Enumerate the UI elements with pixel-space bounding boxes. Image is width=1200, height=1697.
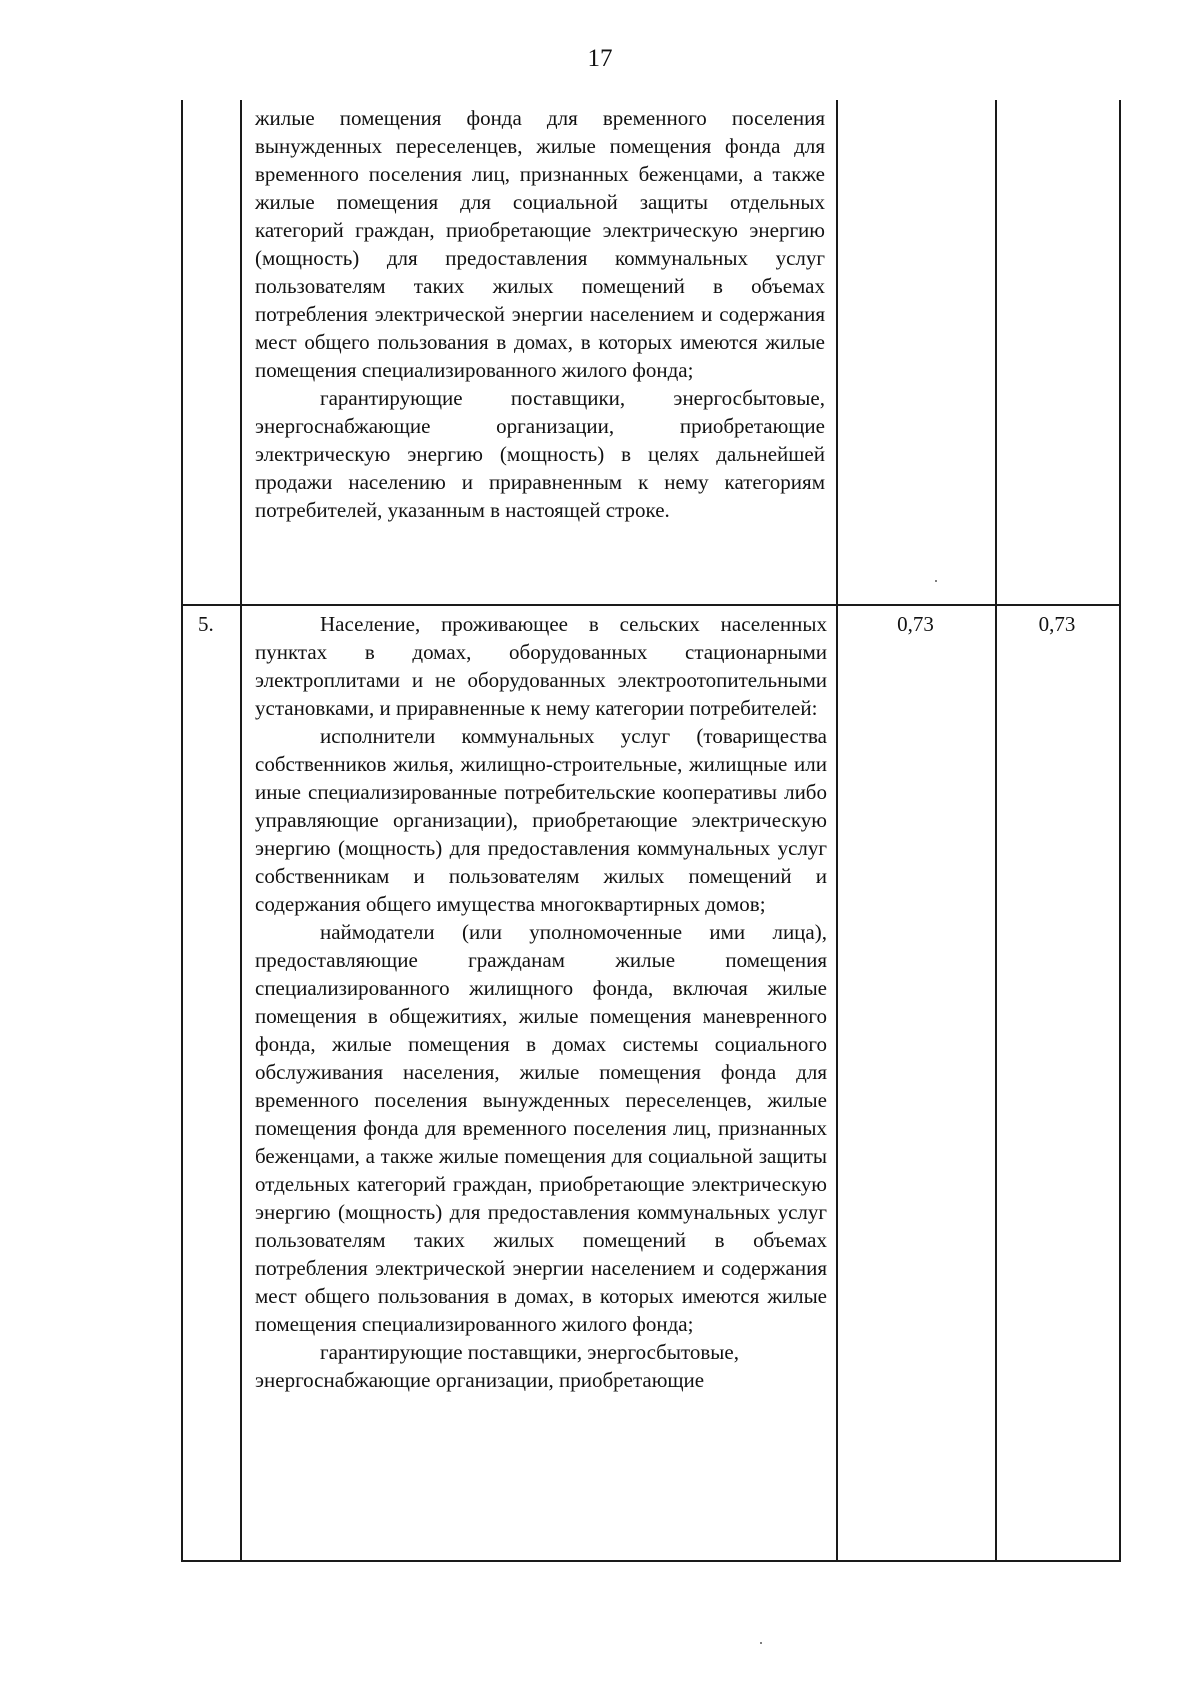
row-5-value-2: 0,73	[1038, 612, 1076, 636]
paragraph: Население, проживающее в сельских населенных пунктах в домах, оборудованных стационарными электроплитами и не оборудованных электроотопительными установками, и приравненные к нему категории потребителей:	[255, 612, 827, 720]
row-5-description	[255, 610, 827, 1394]
table-border-bottom	[181, 1560, 1121, 1562]
row-5-value-1: 0,73	[897, 612, 934, 636]
paragraph: наймодатели (или уполномоченные ими лица), предоставляющие гражданам жилые помещения специализированного жилищного фонда, включая жилые помещения в общежитиях, жилые помещения маневренного фонда, жилые помещения в домах системы социального обслуживания населения, жилые помещения фонда для временного поселения вынужденных переселенцев, жилые помещения фонда для временного поселения лиц, признанных беженцами, а также жилые помещения для социальной защиты отдельных категорий граждан, приобретающие электрическую энергию (мощность) для предоставления коммунальных услуг пользователям таких жилых помещений в объемах потребления электрической энергии населением и содержания мест общего пользования в домах, в которых имеются жилые помещения специализированного жилого фонда;	[255, 920, 827, 1336]
paragraph: исполнители коммунальных услуг (товарищества собственников жилья, жилищно-строительные, жилищные или иные специализированные потребительские кооперативы либо управляющие организации), приобретающие электрическую энергию (мощность) для предоставления коммунальных услуг собственникам и пользователям жилых помещений и содержания общего имущества многоквартирных домов;	[255, 724, 827, 916]
paragraph: жилые помещения фонда для временного поселения вынужденных переселенцев, жилые помещения фонда для временного поселения лиц, признанных беженцами, а также жилые помещения для социальной защиты отдельных категорий граждан, приобретающие электрическую энергию (мощность) для предоставления коммунальных услуг пользователям таких жилых помещений в объемах потребления электрической энергии населением и содержания мест общего пользования в домах, в которых имеются жилые помещения специализированного жилого фонда;	[255, 106, 825, 382]
row-number: 5.	[198, 612, 214, 636]
row-separator	[181, 604, 1121, 606]
table-border-right	[1119, 100, 1121, 1562]
page-number: 17	[587, 45, 613, 72]
scan-speck	[760, 1642, 762, 1644]
table-border-col1	[240, 100, 242, 1562]
table-border-left	[181, 100, 183, 1562]
table-border-col2	[836, 100, 838, 1562]
paragraph: гарантирующие поставщики, энергосбытовые, энергоснабжающие организации, приобретающие электрическую энергию (мощность) в целях дальнейшей продажи населению и приравненным к нему категориям потребителей, указанным в настоящей строке.	[255, 386, 825, 522]
scan-speck	[935, 580, 937, 582]
paragraph: гарантирующие поставщики, энергосбытовые, энергоснабжающие организации, приобретающие	[255, 1340, 739, 1392]
row-continued-description	[255, 104, 825, 524]
table-border-col3	[995, 100, 997, 1562]
